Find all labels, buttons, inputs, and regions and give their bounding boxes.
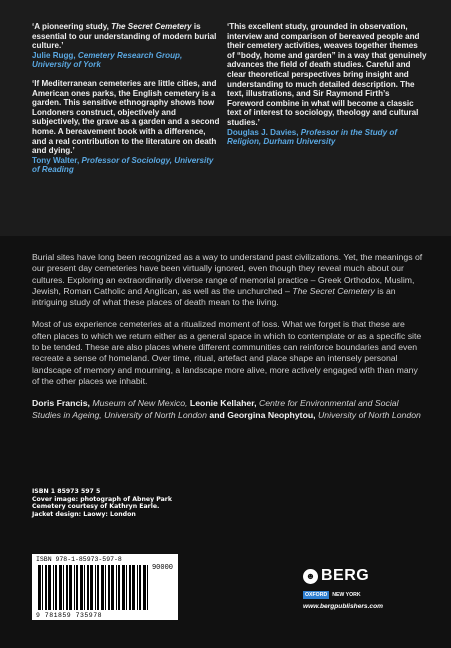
blurb <box>32 252 424 421</box>
barcode-bar <box>105 565 106 610</box>
barcode-bar <box>129 565 131 610</box>
barcode-bar <box>137 565 138 610</box>
barcode-bar <box>42 565 43 610</box>
barcode-bar <box>126 565 127 610</box>
quote-rugg <box>32 22 222 70</box>
quote-text: ‘This excellent study, grounded in observation, interview and comparison of bereaved people and their cemetery activities, weaves together themes of “body, home and garden” in a way that genuinely advances the field of death studies. Careful and clear theoretical perspectives bring insight and understanding to much detailed description. The text, illustrations, and Sir Raymond Firth’s Foreword combine in what will become a classic text of interest to sociology, theology and cultural studies.’ <box>227 22 427 127</box>
barcode-bar <box>45 565 47 610</box>
berg-mark-icon: ☻ <box>303 569 318 584</box>
author-affiliation: University of North London <box>318 409 421 420</box>
barcode-bar <box>97 565 99 610</box>
isbn-line: ISBN 1 85973 597 5 <box>32 488 101 495</box>
quote-affiliation: Professor in the Study of Religion, Durham University <box>227 127 398 147</box>
quotes-panel <box>0 0 451 236</box>
publisher-url: www.bergpublishers.com <box>303 603 383 610</box>
barcode-bar <box>143 565 146 610</box>
blurb-paragraph-1: Burial sites have long been recognized as a way to understand past civilizations. Yet, the meanings of our present day cemeteries have been virtually ignored, even though they reveal much about our cultures. Exploring an extraordinarily diverse range of memorial practice – Greek Orthodox, Muslim, Jewish, Roman Catholic and Anglican, as well as the unchurched – The Secret Cemetery is an intriguing study of what these places of death mean to the living. <box>32 252 423 308</box>
barcode-price: 90000 <box>151 564 173 572</box>
publisher-logo <box>303 567 369 585</box>
barcode-digits: 9 781859 735978 <box>36 612 103 619</box>
quote-davies <box>227 22 427 147</box>
barcode-bar <box>101 565 104 610</box>
publisher-name: BERG <box>321 567 370 584</box>
barcode-bar <box>63 565 64 610</box>
barcode <box>32 554 178 620</box>
barcode-bar <box>132 565 135 610</box>
blurb-paragraph-2: Most of us experience cemeteries at a ritualized moment of loss. What we forget is that these are often places to which we return either as a general space in which to contemplate or as a specific site to be tended. These are also places where different communities can reinforce boundaries and even recreate a sense of homeland. Over time, ritual, artefact and place shape an intensely personal landscape of memory and mourning, a landscape more alive, more actively engaged with than many of the other places we inhabit. <box>32 319 422 386</box>
quote-text: ‘If Mediterranean cemeteries are little cities, and American ones parks, the English cemetery is a garden. This sensitive ethnography shows how Londoners construct, objectively and subjectively, the grave as a garden and a second home. A bereavement book with a difference, and a real contribution to the literature on death and dying.’ <box>32 78 220 156</box>
author-affiliation: Centre for Environmental and Social Studies in Ageing, University of North London <box>32 398 399 420</box>
quote-affiliation: Cemetery Research Group, University of York <box>32 50 183 70</box>
quote-author: Tony Walter, <box>32 155 80 165</box>
barcode-bar <box>122 565 125 610</box>
barcode-bar <box>84 565 85 610</box>
barcode-bar <box>38 565 41 610</box>
barcode-bar <box>111 565 114 610</box>
authors <box>32 398 424 421</box>
author-name: and Georgina Neophytou, <box>209 409 316 420</box>
publication-info <box>32 488 172 518</box>
barcode-bar <box>108 565 110 610</box>
quote-walter <box>32 79 222 175</box>
quote-book-title: The Secret Cemetery <box>111 22 192 31</box>
barcode-bar <box>66 565 68 610</box>
barcode-bar <box>95 565 96 610</box>
location-oxford: OXFORD <box>305 592 328 598</box>
barcode-bar <box>139 565 141 610</box>
quote-text: ‘A pioneering study, <box>32 22 112 31</box>
barcode-bar <box>48 565 51 610</box>
barcode-bar <box>74 565 75 610</box>
quote-text-end: is essential to our understanding of modern burial culture.’ <box>32 22 217 51</box>
publisher-locations <box>303 591 364 599</box>
jacket-credit: Jacket design: Laowy: London <box>32 510 136 518</box>
barcode-isbn: ISBN 978-1-85973-597-8 <box>36 556 122 563</box>
cover-credit-2: Cemetery courtesy of Kathryn Earle. <box>32 503 160 511</box>
author-affiliation: Museum of New Mexico, <box>92 398 188 409</box>
quotes-left-column <box>32 22 222 184</box>
barcode-bar <box>76 565 78 610</box>
barcode-bar <box>55 565 57 610</box>
barcode-bar <box>59 565 62 610</box>
barcode-bars <box>38 565 150 610</box>
quotes-right-column <box>227 22 427 156</box>
quote-author: Douglas J. Davies, <box>227 127 299 137</box>
blurb-book-title: The Secret Cemetery <box>292 285 375 296</box>
author-name: Leonie Kellaher, <box>189 398 257 409</box>
author-name: Doris Francis, <box>32 398 90 409</box>
quote-author: Julie Rugg, <box>32 50 76 60</box>
barcode-bar <box>53 565 54 610</box>
barcode-bar <box>116 565 117 610</box>
quote-affiliation: Professor of Sociology, University of Reading <box>32 155 214 175</box>
barcode-bar <box>147 565 148 610</box>
barcode-bar <box>80 565 83 610</box>
barcode-bar <box>118 565 120 610</box>
barcode-bar <box>87 565 89 610</box>
location-new-york: NEW YORK <box>332 592 361 598</box>
cover-credit: Cover image: photograph of Abney Park <box>32 495 172 503</box>
barcode-bar <box>90 565 93 610</box>
barcode-bar <box>69 565 72 610</box>
